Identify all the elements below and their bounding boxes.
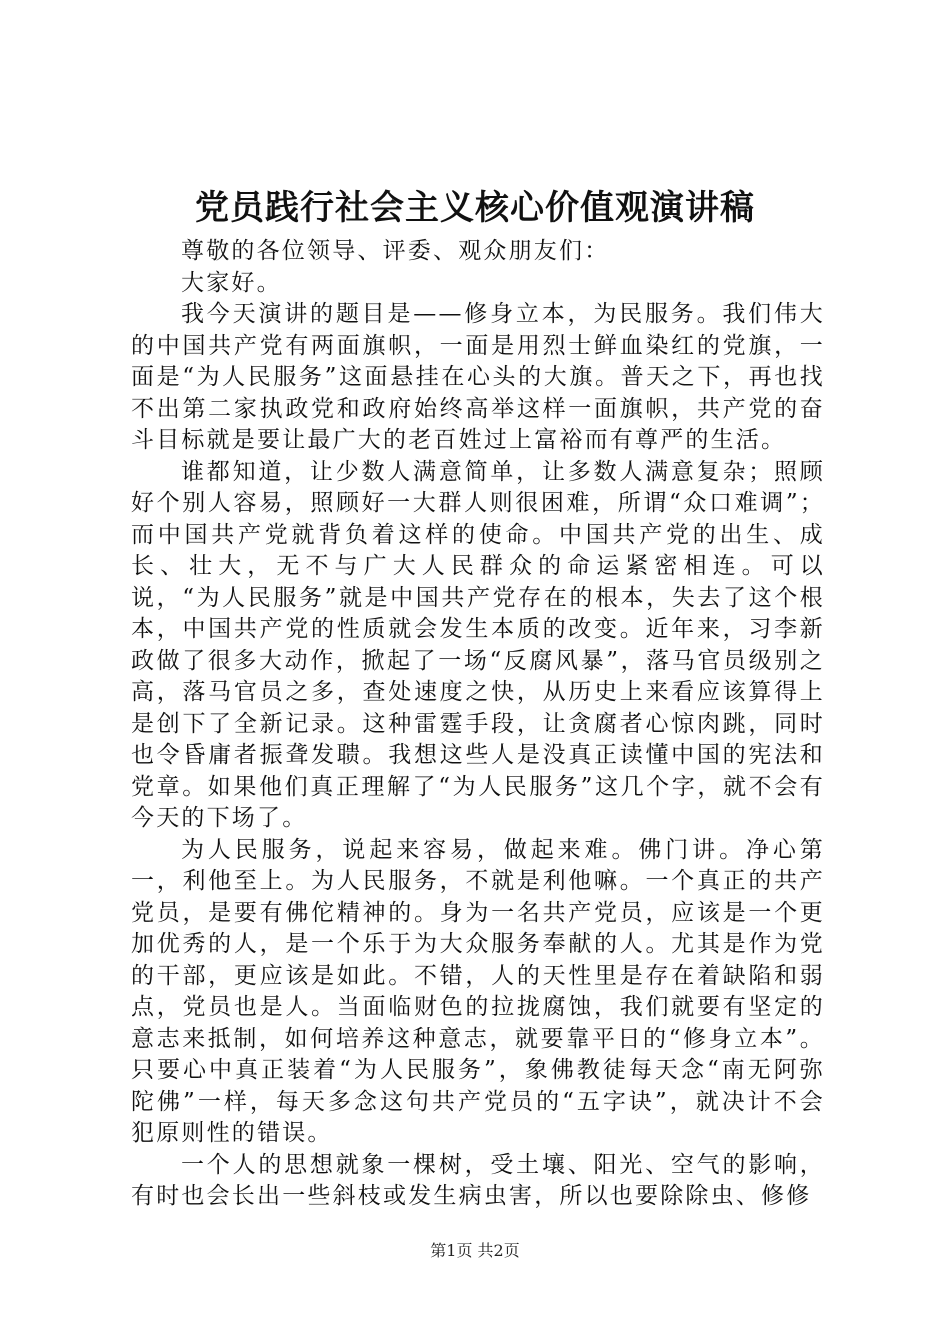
document-title: 党员践行社会主义核心价值观演讲稿 xyxy=(195,188,755,228)
body-paragraph: 谁都知道，让少数人满意简单，让多数人满意复杂；照顾好个别人容易，照顾好一大群人则很困难，所谓“众口难调”；而中国共产党就背负着这样的使命。中国共产党的出生、成长、壮大，无不与广大人民群众的命运紧密相连。可以说，“为人民服务”就是中国共产党存在的根本，失去了这个根本，中国共产党的性质就会发生本质的改变。近年来，习李新政做了很多大动作，掀起了一场“反腐风暴”，落马官员级别之高，落马官员之多，查处速度之快，从历史上来看应该算得上是创下了全新记录。这种雷霆手段，让贪腐者心惊肉跳，同时也令昏庸者振聋发聩。我想这些人是没真正读懂中国的宪法和党章。如果他们真正理解了“为人民服务”这几个字，就不会有今天的下场了。 xyxy=(131,458,825,831)
document-body xyxy=(131,236,825,1213)
body-paragraph: 一个人的思想就象一棵树，受土壤、阳光、空气的影响，有时也会长出一些斜枝或发生病虫害，所以也要除除虫、修修 xyxy=(131,1151,825,1209)
greeting-paragraph: 大家好。 xyxy=(181,269,282,296)
salutation-paragraph: 尊敬的各位领导、评委、观众朋友们： xyxy=(181,238,610,264)
body-paragraph: 为人民服务，说起来容易，做起来难。佛门讲。净心第一，利他至上。为人民服务，不就是利他嘛。一个真正的共产党员，是要有佛佗精神的。身为一名共产党员，应该是一个更加优秀的人，是一个乐于为大众服务奉献的人。尤其是作为党的干部，更应该是如此。不错，人的天性里是存在着缺陷和弱点，党员也是人。当面临财色的拉拢腐蚀，我们就要有坚定的意志来抵制，如何培养这种意志，就要靠平日的“修身立本”。只要心中真正装着“为人民服务”，象佛教徒每天念“南无阿弥陀佛”一样，每天多念这句共产党员的“五字诀”，就决计不会犯原则性的错误。 xyxy=(131,836,825,1146)
body-paragraph: 我今天演讲的题目是——修身立本，为民服务。我们伟大的中国共产党有两面旗帜，一面是用烈士鲜血染红的党旗，一面是“为人民服务”这面悬挂在心头的大旗。普天之下，再也找不出第二家执政党和政府始终高举这样一面旗帜，共产党的奋斗目标就是要让最广大的老百姓过上富裕而有尊严的生活。 xyxy=(131,301,825,453)
page-number-footer: 第1页 共2页 xyxy=(430,1241,520,1260)
